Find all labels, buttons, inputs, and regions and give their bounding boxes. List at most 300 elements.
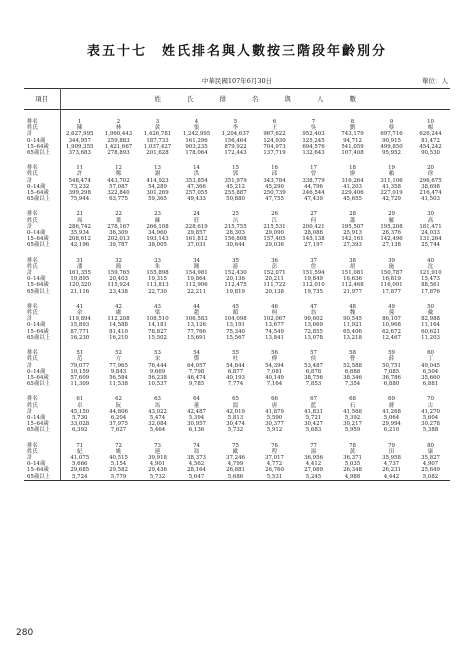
- table-cell: 2,627,995: [66, 131, 94, 138]
- table-cell: 49: [388, 303, 395, 310]
- table-cell: 50,880: [226, 196, 245, 203]
- table-cell: 程: [271, 448, 278, 455]
- table-cell: 7,627: [110, 427, 127, 434]
- table-cell: 方: [115, 356, 122, 363]
- table-cell: 28: [349, 211, 356, 218]
- table-cell: 43: [154, 303, 161, 310]
- table-cell: 65: [232, 396, 239, 403]
- table-cell: 70: [427, 396, 434, 403]
- table-cell: 38,698: [421, 183, 440, 190]
- table-cell: 81,410: [109, 328, 128, 335]
- table-header-row: [24, 89, 450, 110]
- table-cell: 5,732: [138, 474, 177, 481]
- table-cell: 27: [310, 211, 317, 218]
- table-cell: 李: [232, 125, 239, 132]
- table-cell: 蔣: [388, 402, 395, 409]
- table-cell: 72,855: [304, 328, 323, 335]
- table-cell: 86,107: [382, 316, 401, 323]
- table-cell: 黃: [154, 125, 161, 132]
- table-cell: 76: [271, 442, 278, 449]
- table-cell: 15,567: [226, 334, 245, 341]
- table-cell: 葉: [115, 217, 122, 224]
- table-cell: 137,719: [263, 150, 286, 157]
- table-cell: 康: [427, 448, 434, 455]
- table-cell: 9,669: [149, 368, 166, 375]
- table-cell: 6,878: [305, 368, 322, 375]
- row-label: 姓氏: [24, 403, 60, 409]
- table-cell: 52: [115, 350, 122, 357]
- table-cell: 229,406: [341, 190, 364, 197]
- table-cell: 26,760: [265, 467, 284, 474]
- row-label: 計: [24, 178, 60, 184]
- block-spacer: [24, 295, 450, 304]
- table-cell: 柯: [271, 310, 278, 317]
- table-cell: 73,232: [70, 183, 90, 190]
- table-cell: 20,138: [265, 288, 284, 295]
- table-cell: 278,167: [107, 223, 130, 230]
- table-cell: 5,721: [305, 414, 322, 421]
- spacer-cell: [24, 156, 60, 165]
- table-cell: 9,785: [188, 381, 205, 388]
- age-65-plus-row: [24, 150, 450, 156]
- table-cell: 41,358: [382, 183, 401, 190]
- table-cell: 7,798: [188, 368, 205, 375]
- table-cell: 34,960: [148, 230, 167, 237]
- table-cell: 許: [77, 171, 83, 178]
- table-cell: 697,716: [380, 131, 403, 138]
- age-15-64-row: [24, 467, 450, 473]
- row-label: 計: [24, 409, 60, 415]
- table-cell: 宋: [154, 356, 161, 363]
- table-cell: 41,503: [421, 196, 440, 203]
- table-cell: 45,290: [265, 183, 284, 190]
- table-cell: 46: [271, 303, 278, 310]
- table-cell: 湯: [310, 448, 317, 455]
- table-cell: 250,739: [263, 190, 286, 197]
- table-cell: 75,944: [70, 196, 90, 203]
- row-label: 計: [24, 224, 60, 230]
- total-row: [24, 131, 450, 137]
- table-cell: 45,655: [343, 196, 362, 203]
- row-label: 0–14歲: [24, 461, 60, 467]
- total-row: [24, 363, 450, 369]
- table-cell: 132,643: [302, 150, 325, 157]
- table-cell: 63,775: [109, 196, 128, 203]
- table-cell: 25: [232, 211, 239, 218]
- table-cell: 11: [76, 165, 84, 172]
- table-cell: 鄧: [193, 356, 200, 363]
- block-spacer: [24, 110, 450, 120]
- table-cell: 37,017: [265, 454, 284, 461]
- table-cell: 108,510: [146, 316, 169, 323]
- table-cell: 26,881: [226, 467, 245, 474]
- spacer-cell: [24, 341, 60, 350]
- table-cell: 郭: [232, 171, 239, 178]
- table-cell: 215,755: [224, 223, 247, 230]
- spacer-cell: [24, 295, 60, 304]
- table-cell: 5,683: [305, 427, 322, 434]
- table-cell: 63: [154, 396, 161, 403]
- table-cell: 朱: [154, 263, 161, 270]
- table-cell: 2: [116, 119, 121, 125]
- age-0-14-row: [24, 322, 450, 328]
- block-spacer: [24, 434, 450, 443]
- table-cell: 208,612: [68, 236, 91, 243]
- table-cell: 95,952: [382, 150, 401, 157]
- table-cell: 陳: [77, 125, 83, 132]
- table-cell: 20,211: [265, 276, 284, 283]
- table-cell: 5,813: [227, 414, 244, 421]
- table-cell: 22,211: [187, 288, 206, 295]
- table-cell: 29,857: [187, 230, 206, 237]
- table-cell: 39: [388, 257, 395, 264]
- table-cell: 73: [154, 442, 161, 449]
- table-cell: 曾: [310, 171, 317, 178]
- table-cell: 7,853: [305, 381, 322, 388]
- table-cell: 21: [76, 211, 84, 218]
- table-cell: 王: [271, 125, 278, 132]
- table-cell: 謝: [154, 171, 161, 178]
- table-cell: 5,474: [149, 414, 166, 421]
- table-cell: 151,081: [341, 270, 364, 277]
- table-cell: 簡: [115, 263, 122, 270]
- table-cell: 14,181: [148, 322, 167, 329]
- table-cell: 743,179: [341, 131, 364, 138]
- age-65-plus-row: [24, 335, 450, 341]
- table-cell: 36,371: [343, 454, 362, 461]
- table-cell: 155,898: [146, 270, 169, 277]
- table-cell: 趙: [193, 310, 200, 317]
- table-cell: 蕭: [349, 217, 356, 224]
- table-cell: 296,675: [419, 177, 442, 184]
- row-label: 排名: [24, 211, 60, 217]
- table-cell: 59,365: [148, 196, 167, 203]
- table-cell: 967,622: [263, 131, 286, 138]
- table-cell: 29,685: [70, 467, 90, 474]
- table-cell: 29,036: [265, 242, 284, 249]
- table-cell: 195,507: [341, 223, 364, 230]
- table-cell: 172,443: [224, 150, 247, 157]
- table-cell: 5,154: [110, 461, 127, 468]
- table-cell: 41,270: [421, 408, 440, 415]
- table-cell: 16,636: [343, 276, 362, 283]
- table-cell: 58: [349, 350, 356, 357]
- table-cell: 257,055: [185, 190, 208, 197]
- table-cell: 5,388: [422, 427, 439, 434]
- table-cell: 47,439: [304, 196, 323, 203]
- table-cell: 紀: [77, 448, 83, 455]
- spacer-cell: [60, 110, 450, 120]
- table-cell: 50,751: [382, 362, 401, 369]
- spacer-cell: [60, 156, 450, 165]
- spacer-cell: [24, 387, 60, 396]
- row-label: 15–64歲: [24, 144, 60, 150]
- row-label: 0–14歲: [24, 184, 60, 190]
- table-cell: 4,562: [188, 461, 205, 468]
- table-cell: 8: [350, 119, 355, 125]
- table-cell: 1,037,427: [143, 143, 172, 150]
- table-cell: 131,264: [419, 236, 442, 243]
- table-cell: 29,090: [265, 230, 284, 237]
- table-cell: 113,813: [146, 282, 169, 289]
- table-cell: 44: [193, 303, 200, 310]
- table-cell: 彭: [271, 263, 278, 270]
- table-cell: 詹: [310, 263, 317, 270]
- table-cell: 311,106: [380, 177, 403, 184]
- table-cell: 杜: [232, 356, 239, 363]
- table-cell: 54,844: [226, 362, 245, 369]
- block-spacer: [24, 202, 450, 211]
- table-cell: 626,244: [419, 131, 442, 138]
- table-cell: 40,515: [109, 454, 128, 461]
- table-cell: 張: [193, 125, 200, 132]
- table-cell: 47,755: [265, 196, 284, 203]
- table-cell: 77,766: [187, 328, 206, 335]
- table-cell: 唐: [271, 402, 278, 409]
- table-cell: 30,377: [265, 421, 284, 428]
- table-cell: 5,686: [216, 474, 255, 481]
- table-cell: 40,193: [226, 374, 245, 381]
- table-meta: [24, 76, 450, 86]
- table-cell: 74,549: [265, 328, 284, 335]
- table-cell: 316,264: [341, 177, 364, 184]
- table-cell: 353,854: [185, 177, 208, 184]
- table-cell: 6,880: [383, 381, 400, 388]
- table-cell: 36,309: [109, 230, 128, 237]
- table-cell: 60: [427, 350, 434, 357]
- table-cell: 30: [427, 211, 434, 218]
- table-cell: 26,376: [382, 230, 401, 237]
- table-cell: 90,530: [421, 150, 440, 157]
- row-label: 65歲以上: [24, 150, 60, 156]
- table-cell: 呂: [232, 217, 239, 224]
- table-cell: 66: [271, 396, 278, 403]
- table-cell: 14,588: [109, 322, 128, 329]
- table-cell: 梁: [154, 310, 161, 317]
- table-cell: 116,091: [380, 282, 403, 289]
- table-cell: 952,403: [302, 131, 325, 138]
- row-label: 計: [24, 363, 60, 369]
- spacer-cell: [24, 249, 60, 258]
- table-cell: 42,729: [382, 196, 401, 203]
- table-cell: 10,159: [70, 368, 90, 375]
- table-cell: 115,924: [107, 282, 130, 289]
- table-cell: 151,594: [302, 270, 325, 277]
- table-cell: 40: [427, 257, 434, 264]
- table-cell: 35,934: [70, 230, 90, 237]
- table-cell: 112,468: [341, 282, 364, 289]
- table-cell: 25,744: [421, 242, 440, 249]
- row-label: 0–14歲: [24, 415, 60, 421]
- table-cell: 5,064: [383, 414, 400, 421]
- table-cell: 81,472: [421, 137, 440, 144]
- table-cell: 5,724: [60, 474, 99, 481]
- row-label: 15–64歲: [24, 190, 60, 196]
- table-cell: 12,467: [382, 334, 401, 341]
- table-cell: 42,487: [187, 408, 206, 415]
- row-label: 姓氏: [24, 310, 60, 316]
- spacer-cell: [60, 295, 450, 304]
- table-cell: 黃: [349, 448, 356, 455]
- table-cell: 徐: [427, 171, 434, 178]
- table-cell: 78: [349, 442, 356, 449]
- total-row: [24, 409, 450, 415]
- item-column-header: 項目: [24, 89, 60, 110]
- table-cell: 10: [427, 119, 434, 125]
- table-cell: 5,647: [177, 474, 216, 481]
- block-spacer: [24, 387, 450, 396]
- table-cell: 22,730: [148, 288, 167, 295]
- table-cell: 11,203: [421, 334, 440, 341]
- table-title: 表五十七 姓氏排名與人數按三階段年齡別分: [86, 44, 387, 59]
- table-cell: 19,895: [70, 276, 90, 283]
- table-cell: 42,196: [70, 242, 90, 249]
- table-cell: 7,081: [266, 368, 283, 375]
- row-label: 0–14歲: [24, 230, 60, 236]
- table-cell: 443,702: [107, 177, 130, 184]
- table-cell: 41,831: [304, 408, 323, 415]
- table-cell: 丁: [427, 356, 434, 363]
- table-cell: 157,405: [263, 236, 286, 243]
- table-cell: 35,827: [421, 454, 440, 461]
- table-cell: 80: [427, 442, 434, 449]
- row-label: 姓氏: [24, 171, 60, 177]
- table-cell: 29,994: [382, 421, 401, 428]
- spacer-cell: [24, 434, 60, 443]
- table-cell: 62: [115, 396, 122, 403]
- table-cell: 5,035: [344, 461, 361, 468]
- row-label: 排名: [24, 165, 60, 171]
- row-label: 姓氏: [24, 449, 60, 455]
- table-cell: 161,296: [185, 137, 208, 144]
- table-cell: 蔡: [388, 125, 395, 132]
- table-cell: 286,742: [68, 223, 91, 230]
- table-cell: 75: [232, 442, 239, 449]
- table-cell: 54,394: [265, 362, 284, 369]
- table-cell: 5,912: [266, 427, 283, 434]
- table-cell: 159,765: [107, 270, 130, 277]
- table-cell: 阮: [115, 402, 122, 409]
- table-cell: 鍾: [193, 263, 200, 270]
- table-cell: 26,348: [343, 467, 362, 474]
- age-15-64-row: [24, 282, 450, 288]
- table-cell: 19: [388, 165, 395, 172]
- row-label: 0–14歲: [24, 322, 60, 328]
- table-cell: 32,084: [148, 421, 167, 428]
- age-65-plus-row: [24, 381, 450, 387]
- table-cell: 6,881: [422, 381, 439, 388]
- table-cell: 903,235: [185, 143, 208, 150]
- table-cell: 45,212: [226, 183, 245, 190]
- row-label: 15–64歲: [24, 236, 60, 242]
- table-cell: 44,796: [304, 183, 323, 190]
- table-cell: 67: [310, 396, 317, 403]
- table-cell: 13,218: [343, 334, 362, 341]
- table-cell: 29,582: [109, 467, 128, 474]
- table-cell: 202,013: [107, 236, 130, 243]
- table-cell: 399,298: [68, 190, 91, 197]
- group-column-header: [60, 89, 450, 110]
- table-cell: 36: [271, 257, 278, 264]
- table-cell: 82,988: [421, 316, 440, 323]
- table-cell: 27,138: [382, 242, 401, 249]
- table-cell: 潘: [77, 263, 83, 270]
- table-cell: 江: [271, 217, 278, 224]
- table-cell: 32: [115, 257, 122, 264]
- block-spacer: [24, 249, 450, 258]
- table-cell: 338,779: [302, 177, 325, 184]
- row-label: 65歲以上: [24, 335, 60, 341]
- table-cell: 16: [271, 165, 278, 172]
- table-cell: 5,732: [227, 427, 244, 434]
- row-label: 計: [24, 270, 60, 276]
- table-cell: 57,609: [70, 374, 90, 381]
- table-cell: 142,496: [380, 236, 403, 243]
- table-cell: 鄭: [115, 171, 122, 178]
- table-cell: 112,906: [185, 282, 208, 289]
- table-cell: 薛: [388, 356, 395, 363]
- table-cell: 24,033: [421, 230, 440, 237]
- table-cell: 13,841: [265, 334, 284, 341]
- table-cell: 19,864: [187, 276, 206, 283]
- table-cell: 45: [232, 303, 239, 310]
- table-cell: 1,204,637: [221, 131, 250, 138]
- table-cell: 30,217: [343, 421, 362, 428]
- table-cell: 201,628: [146, 150, 169, 157]
- table-cell: 56,584: [109, 374, 128, 381]
- table-cell: 42: [115, 303, 122, 310]
- table-cell: 41,075: [70, 454, 90, 461]
- table-cell: 蘇: [154, 217, 161, 224]
- table-cell: 11,921: [343, 322, 362, 329]
- table-cell: 37,246: [226, 454, 245, 461]
- table-cell: 344,957: [68, 137, 91, 144]
- table-cell: 38,373: [187, 454, 206, 461]
- row-label: 65歲以上: [24, 242, 60, 248]
- table-cell: 7,164: [266, 381, 283, 388]
- row-label: 計: [24, 455, 60, 461]
- table-cell: 1,426,781: [143, 131, 172, 138]
- table-cell: 33: [154, 257, 161, 264]
- table-cell: 6,204: [110, 414, 127, 421]
- table-cell: 16,230: [70, 334, 90, 341]
- table-cell: 11,538: [109, 381, 128, 388]
- age-0-14-row: [24, 369, 450, 375]
- row-label: 15–64歲: [24, 282, 60, 288]
- table-cell: 19,735: [304, 288, 323, 295]
- table-cell: 溫: [232, 402, 239, 409]
- table-cell: 沈: [427, 263, 434, 270]
- row-label: 姓氏: [24, 218, 60, 224]
- table-cell: 90,915: [382, 137, 401, 144]
- table-cell: 38: [349, 257, 356, 264]
- table-cell: 11,309: [70, 381, 90, 388]
- table-cell: 41,203: [343, 183, 362, 190]
- table-cell: 112,475: [224, 282, 247, 289]
- table-cell: 10,968: [382, 322, 401, 329]
- table-cell: 34: [193, 257, 200, 264]
- table-cell: 4: [194, 119, 199, 125]
- block-spacer: [24, 156, 450, 165]
- table-cell: 曹: [349, 356, 356, 363]
- table-cell: 46,474: [187, 374, 206, 381]
- table-cell: 29,436: [148, 467, 167, 474]
- table-cell: 112,208: [107, 316, 130, 323]
- table-cell: 9: [389, 119, 394, 125]
- row-label: 15–64歲: [24, 421, 60, 427]
- table-cell: 156,808: [224, 236, 247, 243]
- table-cell: 548,474: [68, 177, 91, 184]
